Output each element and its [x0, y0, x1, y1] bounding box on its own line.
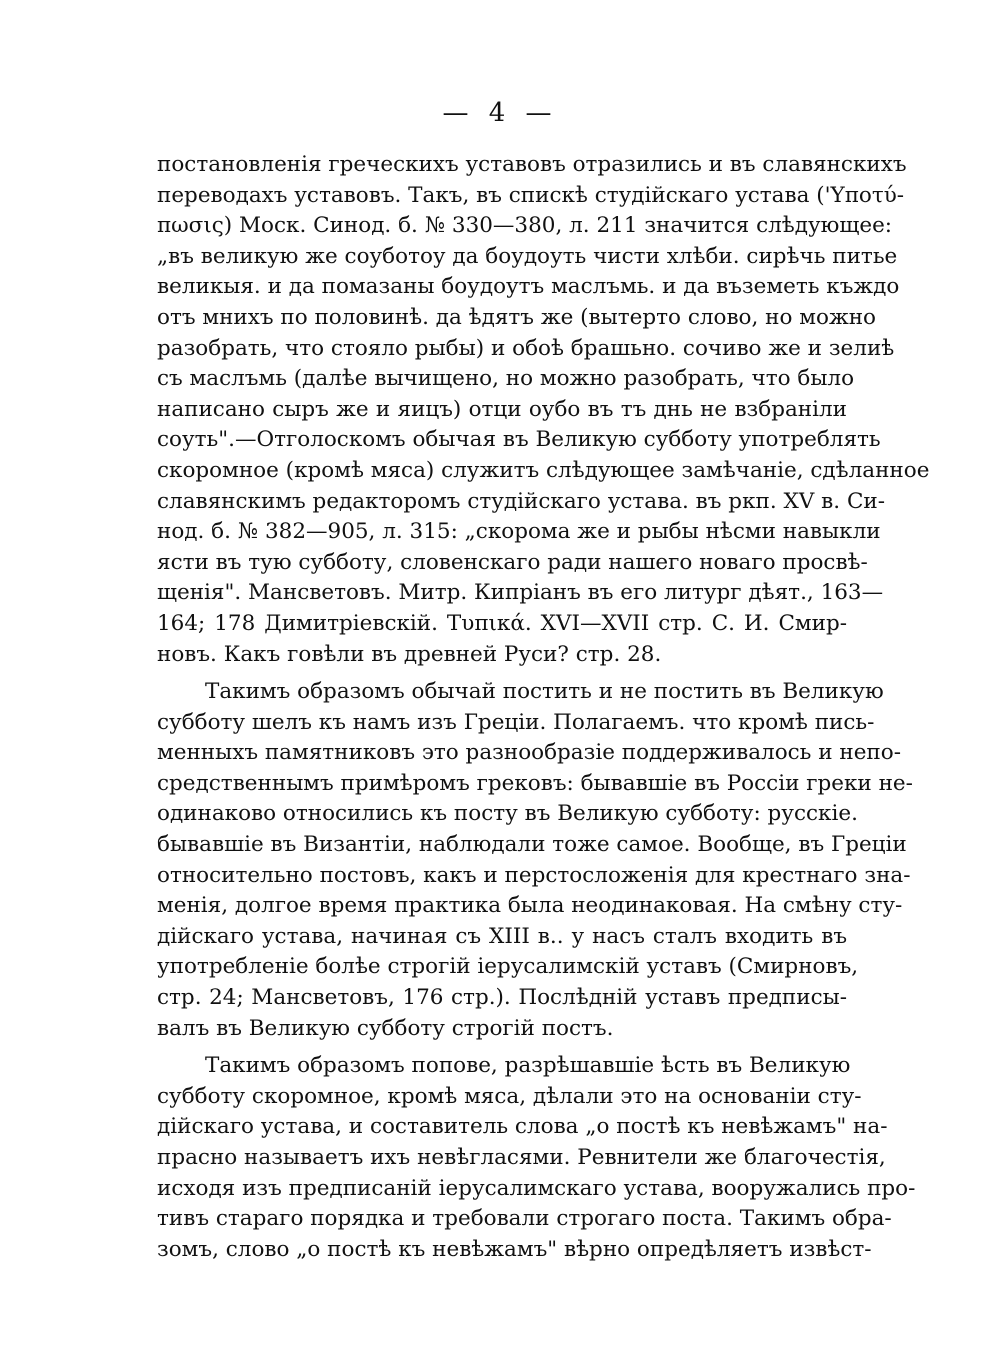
text-line: щенія". Мансветовъ. Митр. Кипріанъ въ его литург дѣят., 163— [157, 580, 884, 606]
text-line: дійскаго устава, начиная съ XIII в.. у насъ сталъ входить въ [157, 923, 847, 949]
paragraph-2 [157, 677, 913, 1044]
text-line: тивъ стараго порядка и требовали строгаго поста. Такимъ обра- [157, 1206, 892, 1232]
text-line: менія, долгое время практика была неодинаковая. На смѣну сту- [157, 893, 903, 919]
text-line: написано сыръ же и яицъ) отци оубо въ тъ днь не взбраніли [157, 396, 847, 422]
paragraph-gap [157, 1044, 847, 1051]
text-line: менныхъ памятниковъ это разнообразіе поддерживалось и непо- [157, 740, 901, 766]
text-line: 164; 178 Димитріевскій. Τυπικά. XVI—XVII стр. С. И. Смир- [157, 610, 847, 636]
text-line: славянскимъ редакторомъ студійскаго устава. въ ркп. XV в. Си- [157, 488, 885, 514]
text-line: великыя. и да помазаны боудоутъ маслъмь. и да въземеть къждо [157, 274, 900, 300]
text-line: съ маслъмь (далѣе вычищено, но можно разобрать, что было [157, 366, 855, 392]
paragraph-gap [157, 670, 847, 677]
text-line: валъ въ Великую субботу строгій постъ. [157, 1015, 614, 1041]
text-line: отъ мнихъ по половинѣ. да ѣдятъ же (вытерто слово, но можно [157, 304, 877, 330]
paragraph-3 [157, 1051, 916, 1265]
text-line: „въ великую же соуботоу да боудоуть чисти хлѣби. сирѣчь питье [157, 243, 898, 269]
text-body [157, 150, 930, 1265]
text-line: скоромное (кромѣ мяса) служитъ слѣдующее замѣчаніе, сдѣланное [157, 457, 930, 483]
text-line: переводахъ уставовъ. Такъ, въ спискѣ студійскаго устава ('Υποτύ- [157, 182, 905, 208]
text-line: средственнымъ примѣромъ грековъ: бывавшіе въ Россіи греки не- [157, 770, 913, 796]
text-line: нод. б. № 382—905, л. 315: „скорома же и рыбы нѣсми навыкли [157, 519, 881, 545]
text-line: стр. 24; Мансветовъ, 176 стр.). Послѣдній уставъ предписы- [157, 985, 847, 1011]
text-line: относительно постовъ, какъ и перстосложенія для крестнаго зна- [157, 862, 911, 888]
text-line: Такимъ образомъ попове, разрѣшавшіе ѣсть въ Великую [205, 1053, 851, 1079]
text-line: прасно называетъ ихъ невѣгласями. Ревнители же благочестія, [157, 1145, 886, 1170]
text-line: Такимъ образомъ обычай постить и не постить въ Великую [205, 679, 884, 705]
text-line: соуть".—Отголоскомъ обычая въ Великую субботу употреблять [157, 427, 881, 453]
text-line: дійскаго устава, и составитель слова „о постѣ къ невѣжамъ" на- [157, 1114, 888, 1140]
text-line: разобрать, что стояло рыбы) и обоѣ брашьно. сочиво же и зелиѣ [157, 335, 895, 361]
text-line: бывавшіе въ Византіи, наблюдали тоже самое. Вообще, въ Греціи [157, 832, 907, 858]
paragraph-1 [157, 150, 930, 670]
text-line: новъ. Какъ говѣли въ древней Руси? стр. 28. [157, 641, 662, 667]
page-number: — 4 — [442, 98, 558, 128]
text-line: употребленіе болѣе строгій іерусалимскій уставъ (Смирновъ, [157, 954, 859, 980]
text-line: субботу скоромное, кромѣ мяса, дѣлали это на основаніи сту- [157, 1083, 862, 1109]
text-line: исходя изъ предписаній іерусалимскаго устава, вооружались про- [157, 1175, 916, 1201]
text-line: постановленія греческихъ уставовъ отразились и въ славянскихъ [157, 152, 907, 177]
text-line: зомъ, слово „о постѣ къ невѣжамъ" вѣрно опредѣляетъ извѣст- [157, 1236, 872, 1262]
text-line: субботу шелъ къ намъ изъ Греціи. Полагаемъ. что кромѣ пись- [157, 709, 875, 735]
text-line: πωσις) Моск. Синод. б. № 330—380, л. 211 значится слѣдующее: [157, 213, 893, 239]
text-line: одинаково относились къ посту въ Великую субботу: русскіе. [157, 801, 858, 827]
text-line: ясти въ тую субботу, словенскаго ради нашего новаго просвѣ- [157, 549, 868, 575]
